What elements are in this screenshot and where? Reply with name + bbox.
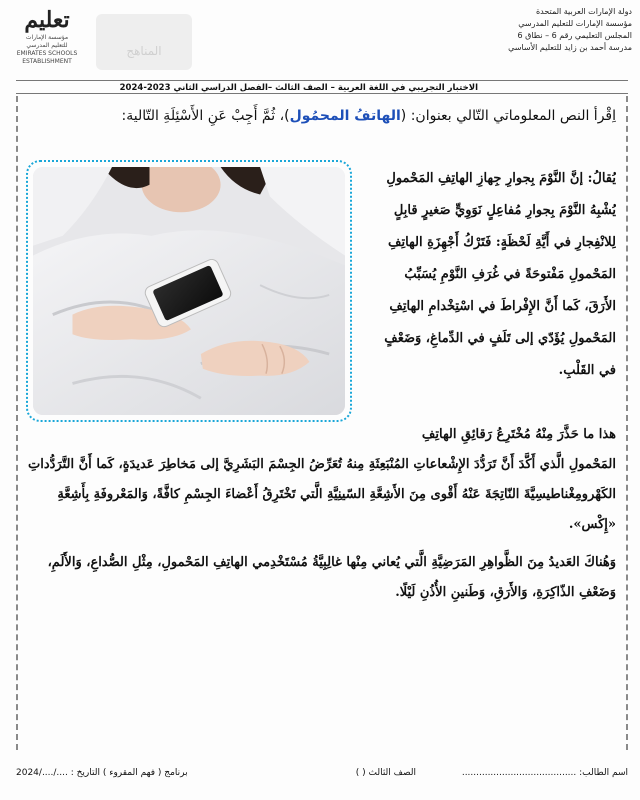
program-date-field: برنامج ( فهم المقروء ) التاريخ : ..../..../2024 <box>16 768 188 778</box>
logo-line: مؤسسة الإمارات <box>25 34 69 41</box>
instruction-suffix: )، ثُمَّ أَجِبْ عَنِ الأَسْئِلَةِ التّالية: <box>121 108 290 124</box>
page-header <box>8 6 632 78</box>
passage-line: «إِكْس». <box>568 517 616 532</box>
student-name-field: اسم الطالب: ........................................ <box>461 768 628 778</box>
passage-line: في القَلْبِ. <box>558 363 616 378</box>
exam-title: الاختبار التجريبي في اللغة العربية – الصف الثالث –الفصل الدراسي الثاني 2023-2024 <box>16 80 628 94</box>
logo-line: ESTABLISHMENT <box>22 58 72 65</box>
passage-line: المَحْمولِ مَفْتوحَةً في غُرَفِ النَّوْمِ يُسَبِّبُ <box>404 267 616 282</box>
reading-instruction <box>24 104 616 128</box>
org-line: المجلس التعليمي رقم 6 – نطاق 6 <box>517 31 632 40</box>
passage-line: وَهُناكَ العَديدُ مِنَ الظَّواهِرِ المَرَضِيَّةِ الَّتي يُعاني مِنْها غالِبِيَّةُ مُسْتَخْدِمي الهاتِفِ المَحْمولِ، مِثْلِ الصُّداعِ، وَالأَلَمِ، <box>47 555 616 570</box>
logo-title: تعليم <box>24 7 70 33</box>
passage-photo-frame <box>26 160 352 422</box>
passage-line: وَضَعْفِ الذّاكِرَةِ، وَالأَرَقِ، وَطَنينِ الأُذُنِ لَيْلًا. <box>395 585 616 600</box>
passage-line: يُشْبِهُ النَّوْمَ بِجوارِ مُفاعِلٍ نَوَوِيٍّ صَغيرٍ قابِلٍ <box>393 203 616 218</box>
site-watermark <box>96 14 192 70</box>
passage-topic: الهاتفُ المحمُول <box>289 108 401 124</box>
org-line: مدرسة أحمد بن زايد للتعليم الأساسي <box>508 43 632 52</box>
instruction-prefix: اِقْرأ النص المعلوماتي التّالي بعنوان: ( <box>400 108 616 124</box>
passage-intro <box>360 163 616 387</box>
page-footer <box>16 762 628 784</box>
organization-info <box>402 6 632 54</box>
passage-line: يُقالُ: إنَّ النَّوْمَ بِجوارِ جِهازِ الهاتِفِ المَحْمولِ <box>386 171 616 186</box>
passage-body <box>24 420 616 608</box>
passage-line: لِلانْفِجارِ في أَيَّةِ لَحْظَةٍ: فَتَرْكُ أَجْهِزَةِ الهاتِفِ <box>388 235 616 250</box>
watermark-text: المناهج <box>126 44 162 58</box>
class-field: الصف الثالث ( ) <box>355 768 416 778</box>
passage-line: الأَرَقَ، كَما أَنَّ الإِفْراطَ في اسْتِخْدامِ الهاتِفِ <box>389 299 616 314</box>
org-line: دولة الإمارات العربية المتحدة <box>535 7 632 16</box>
passage-line: المَحْمولِ الَّذي أَكَّدَ أَنَّ تَرَدُّدَ الإِشْعاعاتِ المُنْبَعِثَةِ مِنهُ تُعَرِّضُ الجِسْمَ البَشَرِيَّ إلى مَخاطِرَ عَديدَةٍ، كَما أَنَّ التَّرَدُّداتِ <box>28 457 616 472</box>
logo-line: للتعليم المدرسي <box>26 42 68 49</box>
passage-line: هذا ما حَذَّرَ مِنْهُ مُخْتَرِعُ رَقائِقِ الهاتِفِ <box>421 427 616 442</box>
org-line: مؤسسة الإمارات للتعليم المدرسي <box>518 19 632 28</box>
passage-line: الكَهْرومِغْناطيسِيَّةَ النّاتِجَةَ عَنْهُ أَقْوى مِنَ الأَشِعَّةِ السّينِيَّةِ الَّتي تَخْتَرِقُ أَعْضاءَ الجِسْمِ كافَّةً، وَالمَعْروفَةِ بِأَشِعَّةِ <box>57 487 616 502</box>
logo-line: EMIRATES SCHOOLS <box>16 50 78 57</box>
school-logo <box>12 6 82 76</box>
sleeping-person-with-phone-image <box>33 167 345 415</box>
passage-line: المَحْمولِ يُؤَدّي إلى تَلَفٍ في الدِّماغِ، وَضَعْفٍ <box>384 331 616 346</box>
